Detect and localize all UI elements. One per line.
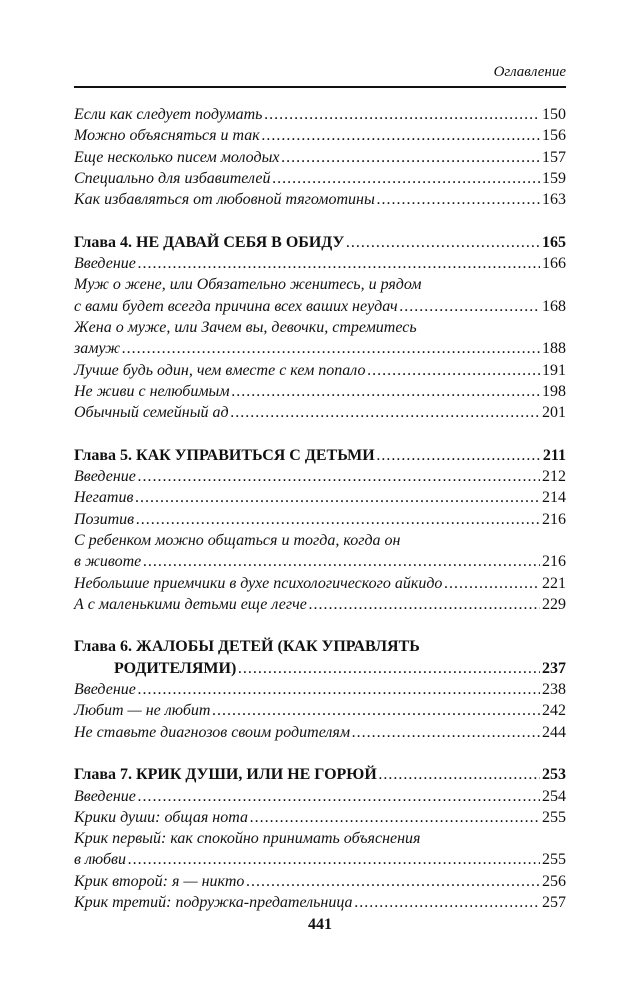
toc-entry-page: 238 xyxy=(542,681,566,699)
toc-entry xyxy=(74,189,566,210)
dot-leader xyxy=(212,700,540,721)
toc-entry xyxy=(74,168,566,189)
toc-entry-page: 214 xyxy=(542,489,566,507)
toc-entry xyxy=(74,338,566,359)
dot-leader xyxy=(400,296,540,317)
toc-entry-title: в животе xyxy=(74,553,142,571)
chapter-title: Глава 5. КАК УПРАВИТЬСЯ С ДЕТЬМИ xyxy=(74,446,375,464)
toc-entry-page: 257 xyxy=(542,893,566,911)
dot-leader xyxy=(128,849,540,870)
toc-entry xyxy=(74,807,566,828)
toc-entry-page: 244 xyxy=(542,723,566,741)
toc-entry-title: Позитив xyxy=(74,510,135,528)
toc-entry-title: Введение xyxy=(74,681,136,699)
dot-leader xyxy=(444,573,540,594)
toc-entry xyxy=(74,722,566,743)
chapter-page-number: 211 xyxy=(542,446,566,464)
toc-entry xyxy=(74,551,566,572)
dot-leader xyxy=(262,125,540,146)
toc-entry-page: 157 xyxy=(542,148,566,166)
chapter-title: РОДИТЕЛЯМИ) xyxy=(114,659,237,677)
toc-entry-title: с вами будет всегда причина всех ваших неудач xyxy=(74,297,398,315)
dot-leader xyxy=(238,658,540,679)
dot-leader xyxy=(232,381,540,402)
toc-entry-title: Крик второй: я — никто xyxy=(74,872,245,890)
toc-entry xyxy=(74,892,566,913)
chapter-page-number: 237 xyxy=(542,659,566,677)
toc-entry-title: замуж xyxy=(74,340,121,358)
toc-entry-page: 198 xyxy=(542,382,566,400)
chapter-page-number: 253 xyxy=(542,766,566,784)
toc-entry xyxy=(74,402,566,423)
chapter-heading xyxy=(74,658,566,679)
toc-entry-title: Еще несколько писем молодых xyxy=(74,148,280,166)
toc-entry xyxy=(74,594,566,615)
toc-entry-page: 191 xyxy=(542,361,566,379)
dot-leader xyxy=(138,786,540,807)
toc-entry-page: 255 xyxy=(542,851,566,869)
toc-entry-page: 229 xyxy=(542,595,566,613)
chapter-title: Глава 7. КРИК ДУШИ, ИЛИ НЕ ГОРЮЙ xyxy=(74,766,377,784)
toc-entry-title: Крики души: общая нота xyxy=(74,808,248,826)
dot-leader xyxy=(246,871,540,892)
toc-entry-title: Не ставьте диагнозов своим родителям xyxy=(74,723,351,741)
toc-entry xyxy=(74,786,566,807)
dot-leader xyxy=(355,892,540,913)
toc-entry-title: А с маленькими детьми еще легче xyxy=(74,595,307,613)
toc-entry-page: 254 xyxy=(542,787,566,805)
chapter-page-number: 165 xyxy=(542,233,566,251)
toc-entry-title: Обычный семейный ад xyxy=(74,404,229,422)
chapter-heading-line: Глава 6. ЖАЛОБЫ ДЕТЕЙ (КАК УПРАВЛЯТЬ xyxy=(74,638,420,656)
dot-leader xyxy=(346,232,540,253)
chapter-heading xyxy=(74,232,566,253)
dot-leader xyxy=(379,764,540,785)
toc-entry-page: 201 xyxy=(542,404,566,422)
toc-entry xyxy=(74,381,566,402)
dot-leader xyxy=(138,253,540,274)
toc-entry-page: 221 xyxy=(542,574,566,592)
dot-leader xyxy=(352,722,540,743)
dot-leader xyxy=(250,807,540,828)
running-header-title: Оглавление xyxy=(493,64,566,80)
toc-entry-page: 150 xyxy=(542,106,566,123)
toc-entry xyxy=(74,573,566,594)
chapter-title: Глава 4. НЕ ДАВАЙ СЕБЯ В ОБИДУ xyxy=(74,233,345,251)
toc-entry-page: 188 xyxy=(542,340,566,358)
dot-leader xyxy=(377,189,540,210)
toc-entry-page: 166 xyxy=(542,255,566,273)
toc-entry xyxy=(74,487,566,508)
dot-leader xyxy=(143,551,540,572)
toc-entry-page: 216 xyxy=(542,510,566,528)
toc-entry xyxy=(74,700,566,721)
toc-entry-title: Лучше будь один, чем вместе с кем попало xyxy=(74,361,366,379)
dot-leader xyxy=(282,147,541,168)
toc-entry-page: 163 xyxy=(542,191,566,209)
toc-entry xyxy=(74,871,566,892)
dot-leader xyxy=(122,338,540,359)
toc-entry-line: С ребенком можно общаться и тогда, когда он xyxy=(74,531,401,549)
chapter-heading xyxy=(74,764,566,785)
section-spacer xyxy=(74,210,566,231)
dot-leader xyxy=(138,466,540,487)
toc-entry-page: 255 xyxy=(542,808,566,826)
running-header xyxy=(74,62,566,88)
toc-entry-title: Негатив xyxy=(74,489,134,507)
toc-entry-title: Не живи с нелюбимым xyxy=(74,382,230,400)
toc-entry xyxy=(74,679,566,700)
toc-entry xyxy=(74,253,566,274)
chapter-heading xyxy=(74,445,566,466)
toc-entry-title: Крик третий: подружка-предательница xyxy=(74,893,353,911)
dot-leader xyxy=(367,360,540,381)
toc-entry-title: Если как следует подумать xyxy=(74,106,263,123)
dot-leader xyxy=(138,679,540,700)
toc-entry-title: Можно объясняться и так xyxy=(74,127,260,145)
toc-entry-page: 216 xyxy=(542,553,566,571)
toc-entry-page: 256 xyxy=(542,872,566,890)
toc-entry xyxy=(74,296,566,317)
toc-entry-title: Как избавляться от любовной тягомотины xyxy=(74,191,375,209)
dot-leader xyxy=(309,594,540,615)
toc-entry xyxy=(74,125,566,146)
dot-leader xyxy=(136,509,540,530)
toc-entry-title: Любит — не любит xyxy=(74,702,211,720)
page-number: 441 xyxy=(308,916,332,933)
toc-entry-page: 159 xyxy=(542,169,566,187)
toc-entry-page: 168 xyxy=(542,297,566,315)
toc-entry-title: Введение xyxy=(74,255,136,273)
section-spacer xyxy=(74,423,566,444)
toc-entry xyxy=(74,360,566,381)
toc-entry-title: Введение xyxy=(74,787,136,805)
toc-entry-title: в любви xyxy=(74,851,126,869)
toc-entry-title: Небольшие приемчики в духе психологического айкидо xyxy=(74,574,443,592)
dot-leader xyxy=(231,402,540,423)
toc-entry-page: 156 xyxy=(542,127,566,145)
toc-entry xyxy=(74,104,566,125)
dot-leader xyxy=(135,487,540,508)
toc-entry-page: 212 xyxy=(542,468,566,486)
section-spacer xyxy=(74,615,566,636)
toc-entry xyxy=(74,509,566,530)
toc-entry xyxy=(74,147,566,168)
toc-entry-line: Крик первый: как спокойно принимать объяснения xyxy=(74,830,421,848)
toc-entry-line: Муж о жене, или Обязательно женитесь, и рядом xyxy=(74,276,422,294)
toc-entry xyxy=(74,849,566,870)
table-of-contents xyxy=(74,104,566,913)
toc-entry-page: 242 xyxy=(542,702,566,720)
toc-entry-line: Жена о муже, или Зачем вы, девочки, стремитесь xyxy=(74,318,417,336)
dot-leader xyxy=(377,445,541,466)
dot-leader xyxy=(264,104,540,125)
toc-entry-title: Специально для избавителей xyxy=(74,169,271,187)
toc-entry-title: Введение xyxy=(74,468,136,486)
dot-leader xyxy=(272,168,540,189)
section-spacer xyxy=(74,743,566,764)
toc-entry xyxy=(74,466,566,487)
